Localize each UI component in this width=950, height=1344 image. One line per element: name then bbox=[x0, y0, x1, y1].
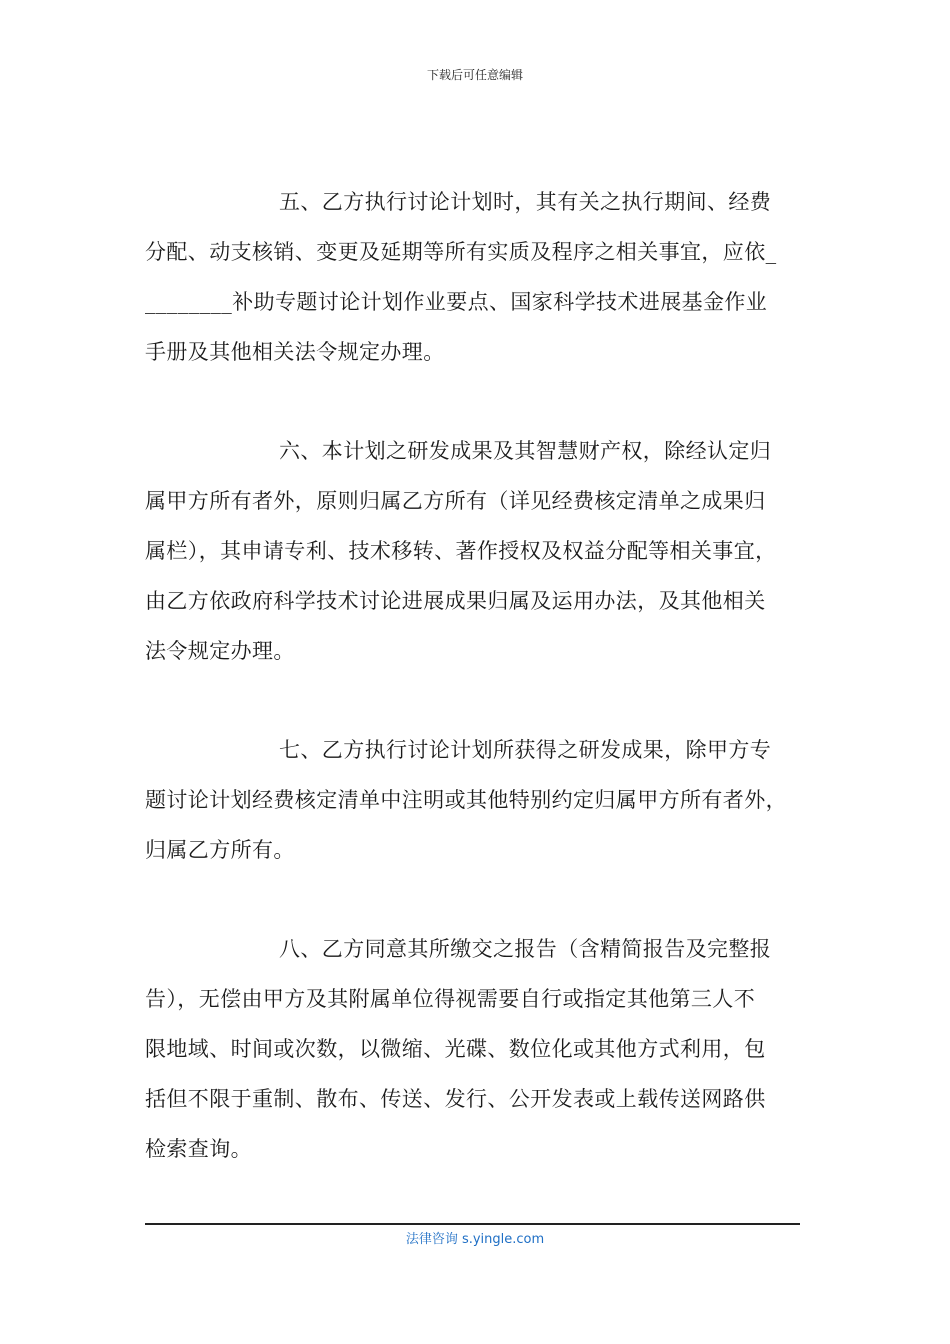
paragraph-line: 题讨论计划经费核定清单中注明或其他特别约定归属甲方所有者外， bbox=[145, 788, 787, 812]
footer-link[interactable]: 法律咨询 s.yingle.com bbox=[405, 1232, 545, 1247]
paragraph-line: 属甲方所有者外，原则归属乙方所有（详见经费核定清单之成果归 bbox=[145, 489, 766, 513]
paragraph-line: 八、乙方同意其所缴交之报告（含精简报告及完整报 bbox=[279, 937, 772, 961]
paragraph-line: 由乙方依政府科学技术讨论进展成果归属及运用办法，及其他相关 bbox=[145, 589, 766, 613]
page-header: 下载后可任意编辑 bbox=[426, 68, 523, 82]
paragraph-line: ________补助专题讨论计划作业要点、国家科学技术进展基金作业 bbox=[145, 290, 768, 314]
paragraph-line: 手册及其他相关法令规定办理。 bbox=[145, 340, 445, 364]
paragraph-line: 五、乙方执行讨论计划时，其有关之执行期间、经费 bbox=[279, 190, 772, 214]
paragraph-line: 限地域、时间或次数，以微缩、光碟、数位化或其他方式利用，包 bbox=[145, 1037, 766, 1061]
paragraph-line: 法令规定办理。 bbox=[145, 639, 295, 663]
paragraph-line: 分配、动支核销、变更及延期等所有实质及程序之相关事宜，应依_ bbox=[145, 240, 777, 264]
paragraph-line: 七、乙方执行讨论计划所获得之研发成果，除甲方专 bbox=[279, 738, 772, 762]
paragraph-8 bbox=[145, 924, 805, 1174]
paragraph-5 bbox=[145, 177, 805, 377]
paragraph-7 bbox=[145, 725, 805, 875]
paragraph-line: 归属乙方所有。 bbox=[145, 838, 295, 862]
paragraph-line: 告），无偿由甲方及其附属单位得视需要自行或指定其他第三人不 bbox=[145, 987, 756, 1011]
document-body bbox=[145, 177, 805, 1223]
paragraph-line: 属栏），其申请专利、技术移转、著作授权及权益分配等相关事宜， bbox=[145, 539, 777, 563]
paragraph-line: 六、本计划之研发成果及其智慧财产权，除经认定归 bbox=[279, 439, 772, 463]
paragraph-6 bbox=[145, 426, 805, 676]
paragraph-line: 检索查询。 bbox=[145, 1137, 252, 1161]
paragraph-line: 括但不限于重制、散布、传送、发行、公开发表或上载传送网路供 bbox=[145, 1087, 766, 1111]
footer-divider bbox=[145, 1223, 800, 1225]
